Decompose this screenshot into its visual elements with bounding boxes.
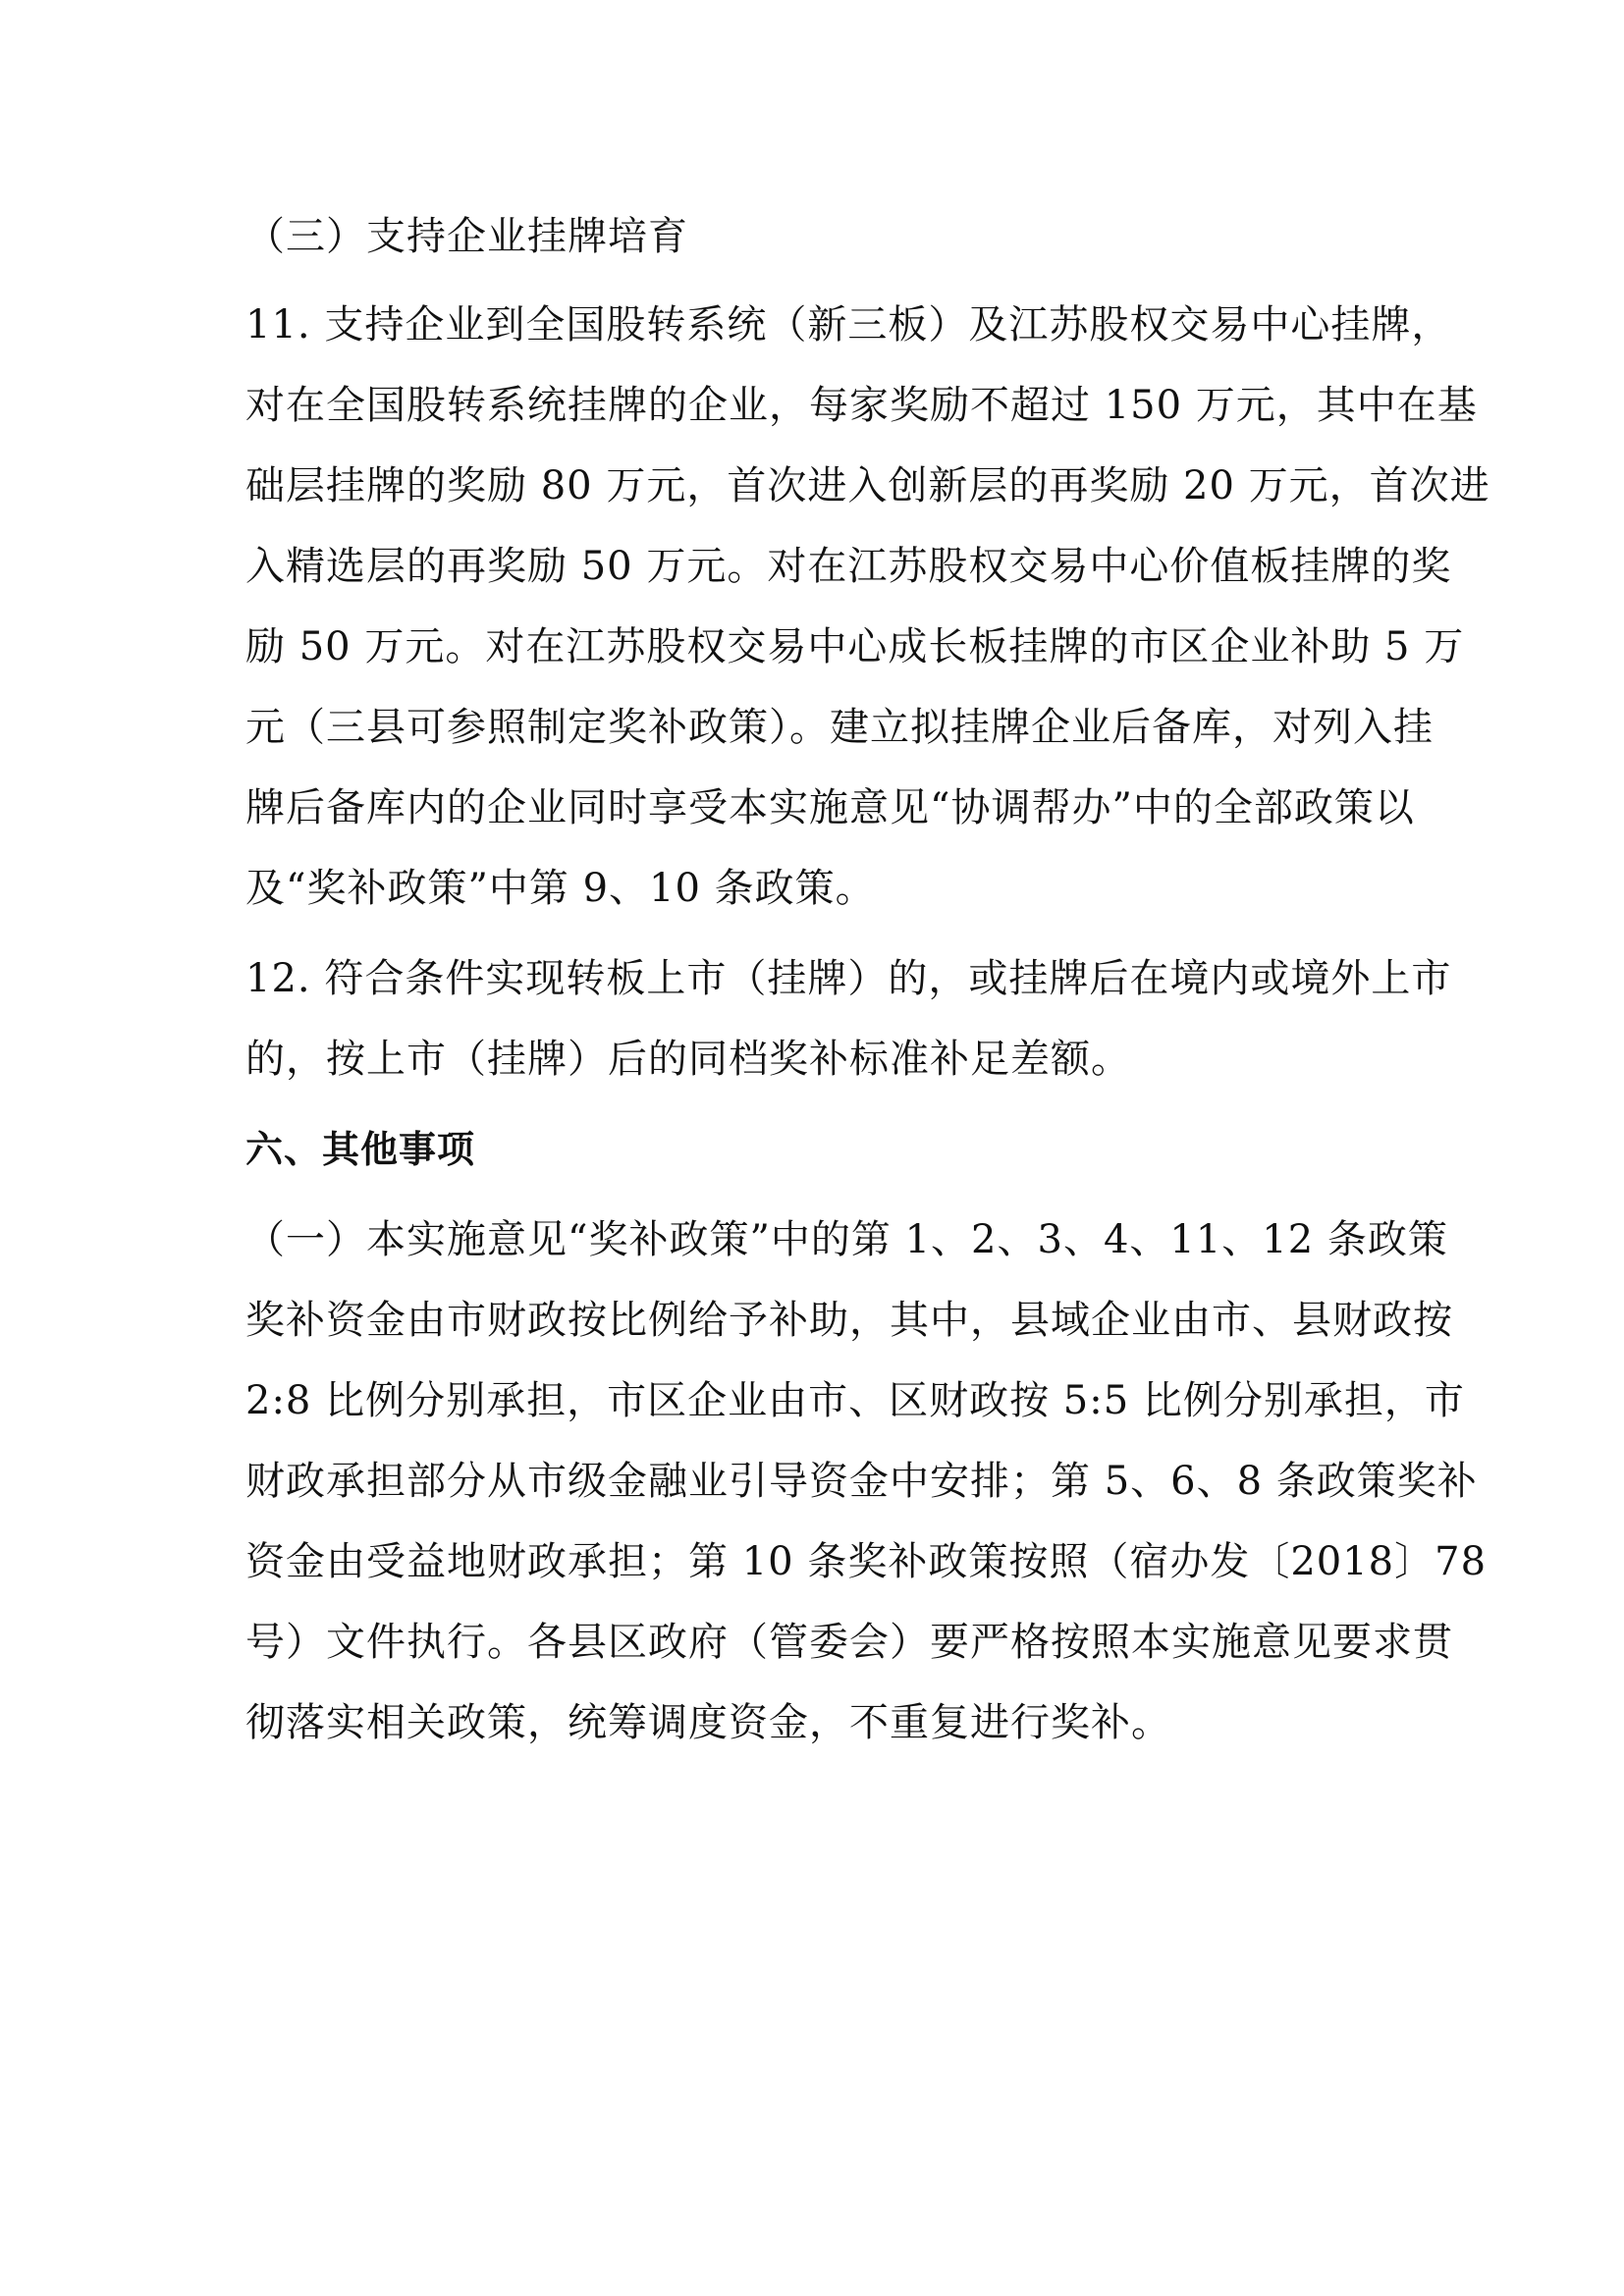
paragraph-6-1 bbox=[245, 1200, 1488, 1763]
paragraph-line: 资金由受益地财政承担；第 10 条奖补政策按照（宿办发〔2018〕78 bbox=[245, 1539, 1488, 1584]
paragraph-line: 入精选层的再奖励 50 万元。对在江苏股权交易中心价值板挂牌的奖 bbox=[245, 544, 1452, 589]
paragraph-line: 11. 支持企业到全国股转系统（新三板）及江苏股权交易中心挂牌， bbox=[245, 302, 1452, 347]
document-page bbox=[245, 196, 1490, 1763]
paragraph-line: 号）文件执行。各县区政府（管委会）要严格按照本实施意见要求贯 bbox=[245, 1620, 1453, 1665]
paragraph-11 bbox=[245, 285, 1490, 929]
paragraph-line: 彻落实相关政策，统筹调度资金，不重复进行奖补。 bbox=[245, 1700, 1171, 1745]
paragraph-line: 牌后备库内的企业同时享受本实施意见“协调帮办”中的全部政策以 bbox=[245, 785, 1415, 830]
subsection-heading: （三）支持企业挂牌培育 bbox=[245, 214, 688, 259]
paragraph-line: 元（三县可参照制定奖补政策）。建立拟挂牌企业后备库，对列入挂 bbox=[245, 705, 1434, 750]
paragraph-line: 12. 符合条件实现转板上市（挂牌）的，或挂牌后在境内或境外上市 bbox=[245, 956, 1452, 1001]
paragraph-line: 的，按上市（挂牌）后的同档奖补标准补足差额。 bbox=[245, 1037, 1131, 1082]
paragraph-line: 财政承担部分从市级金融业引导资金中安排；第 5、6、8 条政策奖补 bbox=[245, 1459, 1478, 1504]
paragraph-line: 及“奖补政策”中第 9、10 条政策。 bbox=[245, 866, 876, 911]
paragraph-line: 奖补资金由市财政按比例给予补助，其中，县域企业由市、县财政按 bbox=[245, 1298, 1453, 1343]
paragraph-line: 对在全国股转系统挂牌的企业，每家奖励不超过 150 万元，其中在基 bbox=[245, 383, 1478, 428]
paragraph-12 bbox=[245, 938, 1452, 1099]
section-heading: 六、其他事项 bbox=[245, 1128, 476, 1171]
paragraph-line: 励 50 万元。对在江苏股权交易中心成长板挂牌的市区企业补助 5 万 bbox=[245, 624, 1465, 669]
paragraph-line: 础层挂牌的奖励 80 万元，首次进入创新层的再奖励 20 万元，首次进 bbox=[245, 463, 1490, 508]
paragraph-line: 2:8 比例分别承担，市区企业由市、区财政按 5:5 比例分别承担，市 bbox=[245, 1378, 1465, 1423]
paragraph-line: （一）本实施意见“奖补政策”中的第 1、2、3、4、11、12 条政策 bbox=[245, 1217, 1448, 1262]
